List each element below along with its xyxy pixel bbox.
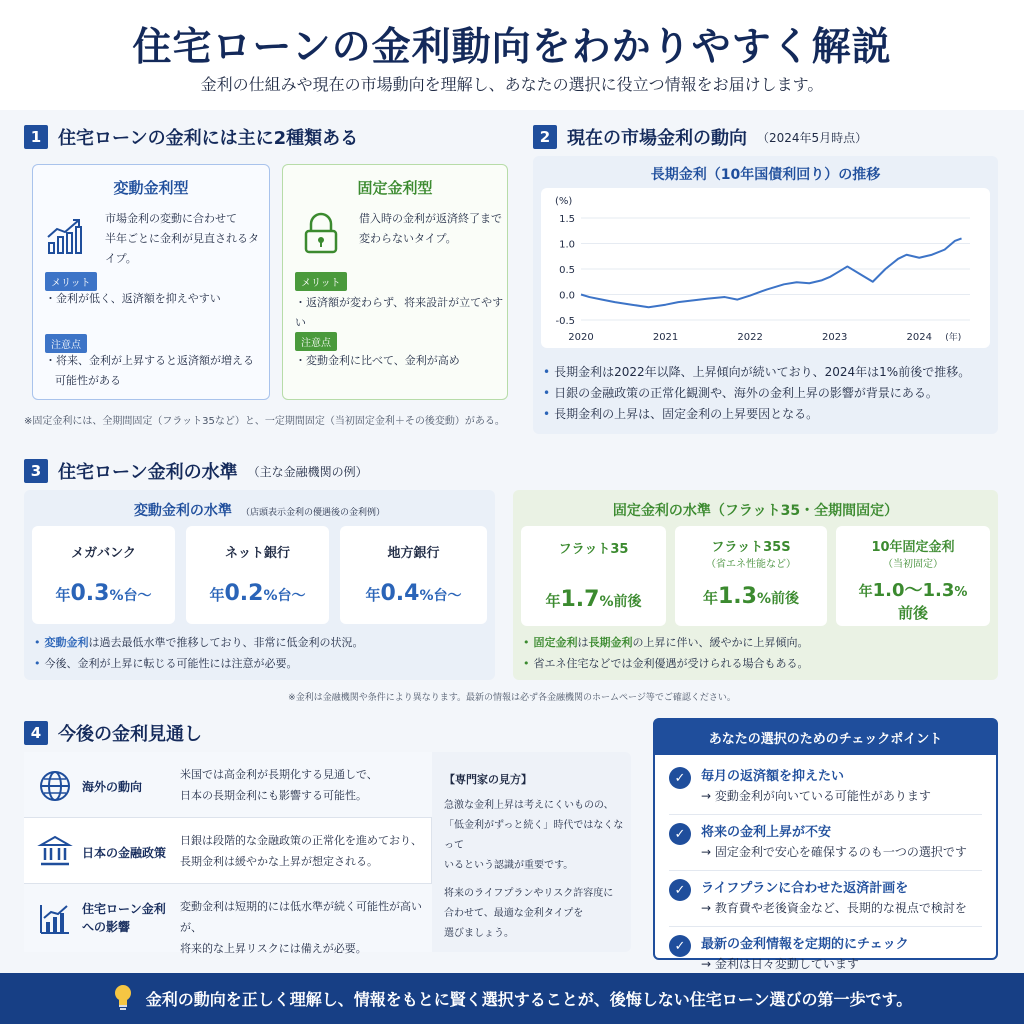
outlook-row-impact [24,884,432,955]
row-label: 日本の金融政策 [82,846,167,860]
row-text-1: 日銀は段階的な金融政策の正常化を進めており、 [180,834,422,847]
rate-value: 0.2 [224,581,264,606]
rate-value: 0.4 [380,581,420,606]
x-tick-label: 2020 [568,332,594,343]
section4-number: 4 [24,721,48,745]
checkpoint-sub: → 金利は日々変動しています [701,957,859,971]
fixed-rate-panel: 固定金利の水準（フラット35・全期間固定） フラット35 年1.7%前後 フラット35S （省エネ性能など） 年1.3%前後 10年固定金利 （当初固定） 年1.0〜1.3% 前後 • 固定金利は長期金利の上昇に伴い、緩やかに上昇傾向。 • 省エネ住宅などでは金利優遇が受けられる場合もある。 [513,490,998,680]
market-bullet-3: 長期金利の上昇は、固定金利の上昇要因となる。 [554,407,819,421]
market-bullet-1: 長期金利は2022年以降、上昇傾向が続いており、2024年は1%前後で推移。 [554,365,971,379]
line-chart [541,188,990,348]
rate-suffix: %台〜 [263,588,306,604]
rate-prefix: 年 [209,586,225,604]
fixed-caution-tag: 注意点 [295,332,337,351]
expert-view [444,770,626,944]
section4-heading [24,720,202,746]
series-line [581,238,962,307]
expert-title: 【専門家の見方】 [444,773,532,786]
variable-bullet-1: は過去最低水準で推移しており、非常に低金利の状況。 [88,636,364,649]
variable-rate-card-title: 変動金利型 [113,179,189,197]
checkpoint-item [669,933,982,977]
fixed-bullet-mid: は [577,636,589,649]
checkpoint-sub: → 固定金利で安心を確保するのも一つの選択です [701,845,967,859]
page-subtitle: 金利の仕組みや現在の市場動向を理解し、あなたの選択に役立つ情報をお届けします。 [200,75,824,94]
checkpoint-head: 毎月の返済額を抑えたい [701,769,845,784]
variable-desc-line2: 半年ごとに金利が見直されるタイプ。 [105,232,259,265]
outlook-table [24,752,432,955]
expert-line-1: 急激な金利上昇は考えにくいものの、 [444,800,614,811]
y-tick-label: 1.5 [559,214,575,225]
bank-icon [38,834,72,872]
section4-title: 今後の金利見通し [58,724,202,745]
page-title: 住宅ローンの金利動向をわかりやすく解説 [132,25,892,70]
section2-heading [533,124,867,150]
variable-merit-text: ・金利が低く、返済額を抑えやすい [45,292,221,305]
y-tick-label: 1.0 [559,239,575,251]
section1-title: 住宅ローンの金利には主に2種類ある [58,128,359,149]
rate-suffix-line2: 前後 [897,604,928,622]
x-tick-label: 2022 [737,332,763,343]
fixed-merit-tag: メリット [295,272,347,291]
section3-title-note: （主な金融機関の例） [247,464,368,479]
section3-heading [24,458,368,484]
section2-title: 現在の市場金利の動向 [567,128,747,149]
checkpoint-item [669,821,982,871]
check-icon: ✓ [669,935,691,957]
row-label: 海外の動向 [82,780,143,794]
x-tick-label: 2024 [906,332,932,343]
rate-prefix: 年 [858,584,873,600]
check-icon: ✓ [669,879,691,901]
lightbulb-icon [112,983,134,1015]
rate-box-net-bank [186,526,329,624]
x-tick-label: 2023 [821,332,848,343]
growth-chart-icon [45,215,87,261]
globe-icon [38,769,72,807]
rate-box-flat35s [675,526,827,626]
fixed-caution-text: ・変動金利に比べて、金利が高め [295,354,460,367]
fixed-bullet-keyword-2: 長期金利 [588,636,633,649]
rate-value: 0.3 [70,581,110,606]
section1-heading [24,124,358,150]
rate-sub: （省エネ性能など） [706,559,796,570]
footer-text: 金利の動向を正しく理解し、情報をもとに賢く選択することが、後悔しない住宅ローン選びの第一歩です。 [145,990,913,1009]
section1-note: ※固定金利には、全期間固定（フラット35など）と、一定期間固定（当初固定金利＋その後変動）がある。 [24,416,505,427]
rate-box-megabank [32,526,175,624]
fixed-desc-line2: 変わらないタイプ。 [359,232,457,245]
rate-name: フラット35S [711,540,791,555]
rate-value: 1.0〜1.3 [872,580,955,601]
variable-bullet-keyword: 変動金利 [44,636,89,649]
checkpoint-head: 最新の金利情報を定期的にチェック [701,937,909,952]
rate-suffix: %前後 [756,591,800,607]
checkpoint-head: 将来の金利上昇が不安 [701,825,832,840]
rate-value: 1.7 [560,587,600,612]
expert-line-2: 「低金利がずっと続く」時代ではなくなって [444,820,624,851]
rate-box-regional-bank [340,526,487,624]
section3-title: 住宅ローン金利の水準 [58,462,238,483]
variable-bullet-2: 今後、金利が上昇に転じる可能性には注意が必要。 [44,657,298,670]
y-tick-label: 0.0 [559,290,575,302]
section2-title-note: （2024年5月時点） [757,130,868,145]
rate-suffix: % [954,585,968,600]
chart-title: 長期金利（10年国債利回り）の推移 [650,167,881,183]
checkpoint-item [669,877,982,927]
rate-name: 地方銀行 [387,546,440,561]
variable-desc-line1: 市場金利の変動に合わせて [105,212,237,225]
row-text-2: 将来的な上昇リスクには備えが必要。 [180,942,367,955]
footer-banner [0,973,1024,1024]
rate-value: 1.3 [718,584,757,609]
variable-rate-card [32,164,270,400]
expert-line-5: 合わせて、最適な金利タイプを [444,908,584,919]
rate-suffix: %台〜 [419,588,462,604]
y-axis-label: (%) [555,196,573,207]
x-tick-label: 2021 [652,332,679,343]
outlook-row-policy [24,818,432,884]
variable-rate-panel: 変動金利の水準 （店頭表示金利の優遇後の金利例） メガバンク 年0.3%台〜 ネット銀行 年0.2%台〜 地方銀行 年0.4%台〜 • 変動金利は過去最低水準で推移しており、非常に低金利の状況。 • 今後、金利が上昇に転じる可能性には注意が必要。 [24,490,495,680]
fixed-rate-card [282,164,508,400]
checkpoint-box [653,718,998,971]
checkpoint-title: あなたの選択のためのチェックポイント [655,720,996,755]
rate-box-10y-fixed [836,526,990,626]
fixed-bullet-2: 省エネ住宅などでは金利優遇が受けられる場合もある。 [533,657,809,670]
rate-name: ネット銀行 [224,546,290,561]
variable-caution-text-2: 可能性がある [55,374,121,387]
rate-sub: （当初固定） [883,559,943,570]
checkpoint-head: ライフプランに合わせた返済計画を [701,881,909,896]
variable-caution-text: ・将来、金利が上昇すると返済額が増える [45,354,254,367]
checkpoint-sub: → 教育費や老後資金など、長期的な視点で検討を [701,901,967,915]
expert-line-4: 将来のライフプランやリスク許容度に [444,888,614,899]
variable-caution-tag: 注意点 [45,334,87,353]
row-label: 住宅ローン金利への影響 [82,902,166,934]
checkpoint-sub: → 変動金利が向いている可能性があります [701,789,931,803]
rate-suffix: %前後 [599,594,642,610]
rate-name: メガバンク [71,546,136,561]
row-text-1: 変動金利は短期的には低水準が続く可能性が高いが、 [180,900,422,934]
variable-merit-tag: メリット [45,272,97,291]
rate-name: 10年固定金利 [871,540,955,555]
chart-icon [38,902,72,940]
section3-note: ※金利は金融機関や条件により異なります。最新の情報は必ず各金融機関のホームページ等でご確認ください。 [288,693,736,703]
row-text-1: 米国では高金利が長期化する見通しで、 [180,768,378,781]
fixed-bullet-keyword: 固定金利 [533,636,578,649]
checkpoint-item [669,765,982,815]
fixed-rate-card-title: 固定金利型 [357,179,433,197]
fixed-merit-text: ・返済額が変わらず、将来設計が立てやすい [295,296,504,329]
rate-suffix: %台〜 [109,588,152,604]
check-icon: ✓ [669,823,691,845]
y-tick-label: -0.5 [555,316,575,327]
rate-box-flat35 [521,526,666,626]
market-bullet-2: 日銀の金融政策の正常化観測や、海外の金利上昇の影響が背景にある。 [554,386,938,400]
check-icon: ✓ [669,767,691,789]
section2-number: 2 [533,125,557,149]
variable-level-title: 変動金利の水準 [133,503,232,519]
rate-prefix: 年 [55,586,71,604]
rate-prefix: 年 [365,586,381,604]
expert-line-3: いるという認識が重要です。 [444,860,574,871]
rate-prefix: 年 [545,592,561,610]
rate-name: フラット35 [558,542,629,557]
section1-number: 1 [24,125,48,149]
x-axis-label: (年) [945,333,962,343]
section3-number: 3 [24,459,48,483]
fixed-desc-line1: 借入時の金利が返済終了まで [359,212,502,225]
market-chart-panel: 長期金利（10年国債利回り）の推移 (%) 1.5 1.0 0.5 0.0 -0.5 2020 2021 2022 2023 2024 (年) • 長期金利は2022年以降、上昇傾向が続いており、2024年は1%前後で推移。 • 日銀の金融政策の正常化観測や、海外の金利上昇の影響が背景にある。 • 長期金利の上昇は、固定金利の上昇要因となる。 [533,156,998,434]
outlook-row-overseas [24,752,432,818]
lock-icon [301,211,341,259]
expert-line-6: 選びましょう。 [444,928,514,939]
row-text-2: 長期金利は緩やかな上昇が想定される。 [180,855,378,868]
variable-level-note: （店頭表示金利の優遇後の金利例） [241,508,386,518]
outlook-panel [24,752,631,955]
row-text-2: 日本の長期金利にも影響する可能性。 [180,789,367,802]
fixed-bullet-1: の上昇に伴い、緩やかに上昇傾向。 [632,636,809,649]
rate-prefix: 年 [702,589,718,607]
fixed-level-title: 固定金利の水準（フラット35・全期間固定） [612,503,899,519]
y-tick-label: 0.5 [559,265,575,276]
line-chart-frame [541,188,990,348]
